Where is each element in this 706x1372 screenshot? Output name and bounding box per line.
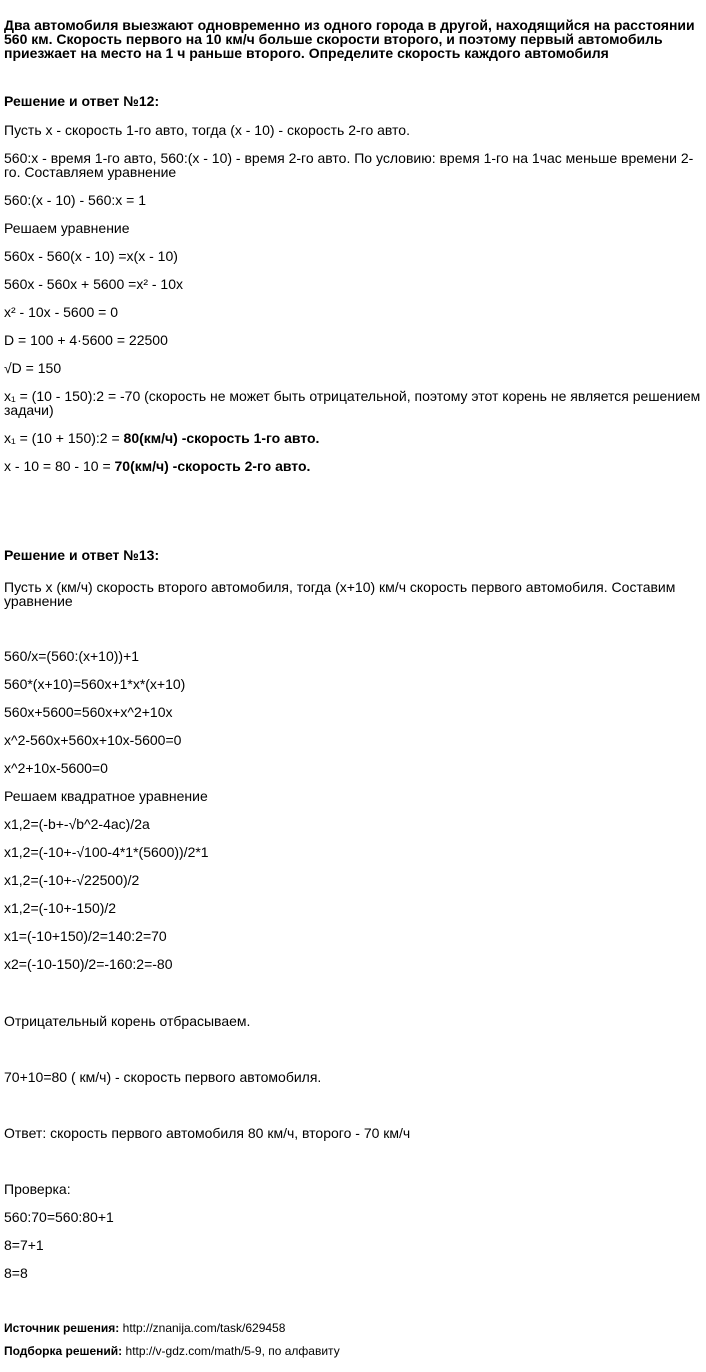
solution-12-answer-2	[4, 459, 702, 473]
solution-12-line: х² - 10х - 5600 = 0	[4, 304, 119, 320]
solution-13-line: Решаем квадратное уравнение	[4, 788, 208, 804]
solution-13-line: x1,2=(-b+-√b^2-4ac)/2a	[4, 816, 150, 832]
solution-12-line: Решаем уравнение	[4, 220, 130, 236]
solution-13-line: Отрицательный корень отбрасываем.	[4, 1013, 251, 1029]
source-line	[4, 1322, 285, 1334]
check-title: Проверка:	[4, 1181, 71, 1197]
solution-13-line: 560/x=(560:(x+10))+1	[4, 648, 140, 664]
answer-text: х₁ = (10 + 150):2 =	[4, 430, 124, 446]
solution-12-line: х₁ = (10 - 150):2 = -70 (скорость не может быть отрицательной, поэтому этот корень не является решением задачи)	[4, 388, 705, 418]
answer-bold: 80(км/ч) -скорость 1-го авто.	[123, 430, 320, 446]
solution-13-line: x1,2=(-10+-√22500)/2	[4, 872, 140, 888]
solution-13-line: 560*(x+10)=560x+1*x*(x+10)	[4, 676, 186, 692]
solution-12-line: 560:(х - 10) - 560:х = 1	[4, 192, 147, 208]
check-line: 8=7+1	[4, 1237, 44, 1253]
problem-statement: Два автомобиля выезжают одновременно из одного города в другой, находящийся на расстоянии 560 км. Скорость первого на 10 км/ч больше скорости второго, и поэтому первый автомобиль приезжает на место на 1 ч раньше второго. Определите скорость каждого автомобиля	[4, 17, 695, 61]
solution-13-line: 560x+5600=560x+x^2+10x	[4, 704, 173, 720]
collection-label: Подборка решений:	[4, 1344, 123, 1358]
solution-13-line: x1=(-10+150)/2=140:2=70	[4, 928, 167, 944]
source-link[interactable]: http://znanija.com/task/629458	[122, 1321, 286, 1335]
solution-13-line: 70+10=80 ( км/ч) - скорость первого автомобиля.	[4, 1069, 322, 1085]
collection-link[interactable]: http://v-gdz.com/math/5-9, по алфавиту	[125, 1344, 340, 1358]
source-label: Источник решения:	[4, 1321, 120, 1335]
solution-12-heading: Решение и ответ №12:	[4, 93, 160, 109]
solution-13-line: x1,2=(-10+-150)/2	[4, 900, 117, 916]
solution-13-answer: Ответ: скорость первого автомобиля 80 км/ч, второго - 70 км/ч	[4, 1125, 411, 1141]
solution-13-line: x1,2=(-10+-√100-4*1*(5600))/2*1	[4, 844, 209, 860]
collection-line	[4, 1345, 340, 1357]
solution-13-line: x^2-560x+560x+10x-5600=0	[4, 732, 182, 748]
solution-12-line: 560х - 560х + 5600 =х² - 10х	[4, 276, 183, 292]
solution-12-line: D = 100 + 4·5600 = 22500	[4, 332, 168, 348]
answer-bold: 70(км/ч) -скорость 2-го авто.	[114, 458, 311, 474]
solution-13-heading: Решение и ответ №13:	[4, 547, 160, 563]
solution-12-line: √D = 150	[4, 360, 62, 376]
solution-12-line: 560х - 560(х - 10) =х(х - 10)	[4, 248, 178, 264]
check-line: 560:70=560:80+1	[4, 1209, 114, 1225]
check-line: 8=8	[4, 1265, 28, 1281]
solution-12-answer-1	[4, 431, 702, 445]
solution-13-line: x2=(-10-150)/2=-160:2=-80	[4, 956, 173, 972]
solution-12-line: 560:х - время 1-го авто, 560:(х - 10) - время 2-го авто. По условию: время 1-го на 1час меньше времени 2-го. Составляем уравнение	[4, 150, 694, 180]
solution-13-line: x^2+10x-5600=0	[4, 760, 108, 776]
answer-text: х - 10 = 80 - 10 =	[4, 458, 115, 474]
solution-12-line: Пусть х - скорость 1-го авто, тогда (х - 10) - скорость 2-го авто.	[4, 122, 410, 138]
solution-13-line: Пусть x (км/ч) скорость второго автомобиля, тогда (x+10) км/ч скорость первого автомобиля. Составим уравнение	[4, 579, 680, 609]
